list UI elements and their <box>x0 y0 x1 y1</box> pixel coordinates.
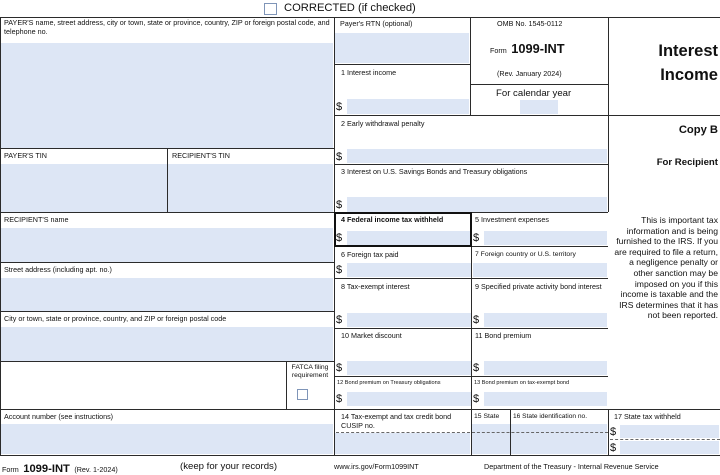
recipient-street-field[interactable] <box>1 278 333 312</box>
box8-label: 8 Tax-exempt interest <box>341 282 410 291</box>
footer-dept: Department of the Treasury - Internal Revenue Service <box>484 462 659 471</box>
box14-label: 14 Tax-exempt and tax credit bond CUSIP no. <box>341 412 452 430</box>
box10-dollar: $ <box>336 362 343 374</box>
title-line1: Interest <box>658 42 718 60</box>
box3-label: 3 Interest on U.S. Savings Bonds and Treasury obligations <box>341 167 528 176</box>
payer-info-field[interactable] <box>1 43 333 148</box>
footer-form-rev: (Rev. 1-2024) <box>74 465 118 474</box>
box13-label: 13 Bond premium on tax-exempt bond <box>474 380 570 386</box>
box17-label: 17 State tax withheld <box>614 412 681 421</box>
account-number-label: Account number (see instructions) <box>4 412 114 421</box>
recipient-street-label: Street address (including apt. no.) <box>4 265 112 274</box>
box4-dollar: $ <box>336 232 343 244</box>
box1-field[interactable] <box>347 99 469 114</box>
footer-form-name: 1099-INT <box>23 463 70 475</box>
box9-field[interactable] <box>484 313 607 327</box>
recipient-city-field[interactable] <box>1 327 333 361</box>
box6-label: 6 Foreign tax paid <box>341 250 399 259</box>
box5-dollar: $ <box>473 232 480 244</box>
box9-dollar: $ <box>473 314 480 326</box>
box2-field[interactable] <box>347 149 607 163</box>
box6-field[interactable] <box>347 263 471 277</box>
box17-field-2[interactable] <box>620 441 719 454</box>
box17-dollar-1: $ <box>610 426 617 438</box>
recipient-name-label: RECIPIENT'S name <box>4 215 69 224</box>
box7-label: 7 Foreign country or U.S. territory <box>475 251 576 258</box>
footer-url: www.irs.gov/Form1099INT <box>334 462 419 471</box>
box6-dollar: $ <box>336 264 343 276</box>
notice-text: This is important tax information and is being furnished to the IRS. If you are required to file a return, a negligence penalty or other sanction may be imposed on you if this income is taxable and the IRS determines that it has not been reported. <box>614 215 718 321</box>
payer-label: PAYER'S name, street address, city or town, state or province, country, ZIP or foreign postal code, and telephone no. <box>4 18 330 36</box>
box16-label: 16 State identification no. <box>513 413 588 420</box>
recipient-tin-label: RECIPIENT'S TIN <box>172 151 230 160</box>
box1-label: 1 Interest income <box>341 68 397 77</box>
box17-dollar-2: $ <box>610 442 617 454</box>
box10-field[interactable] <box>347 361 471 375</box>
box13-field[interactable] <box>484 392 607 406</box>
form-number <box>490 40 565 58</box>
payer-tin-label: PAYER'S TIN <box>4 151 47 160</box>
footer-form-number <box>2 459 118 475</box>
calendar-year-label: For calendar year <box>496 88 572 99</box>
payer-tin-field[interactable] <box>1 164 167 212</box>
box15-field[interactable] <box>472 424 510 454</box>
box11-field[interactable] <box>484 361 607 375</box>
title-line2: Income <box>660 66 718 84</box>
box11-label: 11 Bond premium <box>475 331 532 340</box>
rtn-field[interactable] <box>334 33 469 63</box>
fatca-label: FATCA filing requirement <box>291 364 329 379</box>
box17-field-1[interactable] <box>620 425 719 438</box>
box12-label: 12 Bond premium on Treasury obligations <box>337 380 441 386</box>
box12-dollar: $ <box>336 393 343 405</box>
box15-label: 15 State <box>474 413 500 420</box>
corrected-checkbox[interactable] <box>264 3 277 15</box>
for-recipient-label: For Recipient <box>656 157 718 168</box>
fatca-checkbox[interactable] <box>297 389 308 400</box>
account-number-field[interactable] <box>1 424 333 454</box>
box4-label: 4 Federal income tax withheld <box>341 215 444 224</box>
form-rev: (Rev. January 2024) <box>497 69 562 78</box>
box2-label: 2 Early withdrawal penalty <box>341 119 425 128</box>
form-prefix: Form <box>490 46 507 55</box>
calendar-year-field[interactable] <box>520 100 558 114</box>
recipient-tin-field[interactable] <box>168 164 333 212</box>
recipient-city-label: City or town, state or province, country, and ZIP or foreign postal code <box>4 314 227 323</box>
box5-label: 5 Investment expenses <box>475 215 549 224</box>
rtn-label: Payer's RTN (optional) <box>340 19 413 28</box>
box11-dollar: $ <box>473 362 480 374</box>
box13-dollar: $ <box>473 393 480 405</box>
box8-dollar: $ <box>336 314 343 326</box>
recipient-name-field[interactable] <box>1 228 333 262</box>
box1-dollar: $ <box>336 101 343 113</box>
footer-keep: (keep for your records) <box>180 461 278 472</box>
box5-field[interactable] <box>484 231 607 245</box>
box2-dollar: $ <box>336 151 343 163</box>
box12-field[interactable] <box>347 392 471 406</box>
corrected-label: CORRECTED (if checked) <box>284 2 416 14</box>
box16-field[interactable] <box>511 424 607 454</box>
footer-form-prefix: Form <box>2 465 19 474</box>
box10-label: 10 Market discount <box>341 331 402 340</box>
box9-label: 9 Specified private activity bond interest <box>475 282 602 291</box>
box3-dollar: $ <box>336 199 343 211</box>
box3-field[interactable] <box>347 197 607 212</box>
form-name: 1099-INT <box>511 41 565 56</box>
box7-field[interactable] <box>473 263 607 277</box>
box14-field[interactable] <box>335 433 470 454</box>
copy-label: Copy B <box>678 124 718 136</box>
box8-field[interactable] <box>347 313 471 327</box>
omb-number: OMB No. 1545-0112 <box>497 19 563 28</box>
